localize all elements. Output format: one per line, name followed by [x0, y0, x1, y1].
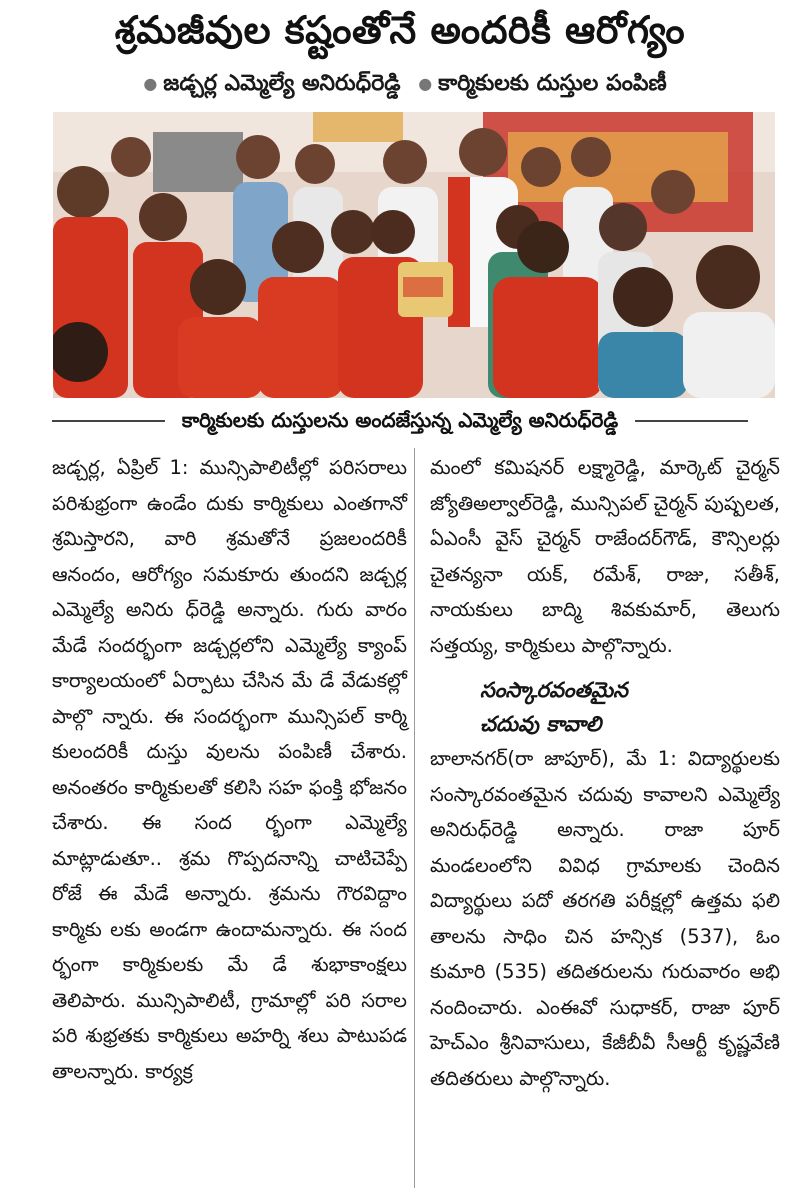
bullet-icon: ●: [143, 74, 158, 93]
subhead-distribution: కార్మికులకు దుస్తుల పంపిణీ: [438, 71, 667, 96]
sub-headline: [480, 673, 780, 741]
subhead-mla: జడ్చర్ల ఎమ్మెల్యే అనిరుధ్‌రెడ్డి: [163, 71, 401, 96]
subheads: [0, 64, 800, 104]
bullet-icon: ●: [418, 74, 433, 93]
column-divider: [414, 448, 415, 1188]
headline: శ్రమజీవుల కష్టంతోనే అందరికీ ఆరోగ్యం: [114, 8, 686, 52]
photo-caption: కార్మికులకు దుస్తులను అందజేస్తున్న ఎమ్మెల్యే అనిరుధ్‌రెడ్డి: [165, 402, 635, 438]
photo-caption-row: [0, 402, 800, 438]
article-column-left: [52, 450, 407, 1089]
article-body-right-2: బాలానగర్(రా జాపూర్), మే 1: విద్యార్థులకు సంస్కారవంతమైన చదువు కావాలని ఎమ్మెల్యే అనిరుధ్‌రెడ్డి అన్నారు. రాజా పూర్ మండలంలోని వివిధ గ్రామాలకు చెందిన విద్యార్థులు పదో తరగతి పరీక్షల్లో ఉత్తమ ఫలి తాలను సాధిం చిన హన్సిక (537), ఓం కుమారి (535) తదితరులను గురువారం అభి నందించారు. ఎంఈవో సుధాకర్, రాజా పూర్ హెచ్ఎం శ్రీనివాసులు, కేజీబీవీ సీఆర్టీ కృష్ణవేణి తదితరులు పాల్గొన్నారు.: [430, 747, 780, 1090]
caption-rule-left: [52, 420, 165, 422]
article-column-right: [430, 450, 780, 1096]
article-body-left: జడ్చర్ల, ఏప్రిల్ 1: మున్సిపాలిటీల్లో పరిసరాలు పరిశుభ్రంగా ఉండేం దుకు కార్మికులు ఎంతగానో శ్రమిస్తారని, వారి శ్రమతోనే ప్రజలందరికీ ఆనందం, ఆరోగ్యం సమకూరు తుందని జడ్చర్ల ఎమ్మెల్యే అనిరు ధ్‌రెడ్డి అన్నారు. గురు వారం మేడే సందర్భంగా జడ్చర్లలోని ఎమ్మెల్యే క్యాంప్ కార్యాలయంలో ఏర్పాటు చేసిన మే డే వేడుకల్లో పాల్గొ న్నారు. ఈ సందర్భంగా మున్సిపల్ కార్మి కులందరికీ దుస్తు వులను పంపిణీ చేశారు. అనంతరం కార్మికులతో కలిసి సహ ఫంక్తి భోజనం చేశారు. ఈ సంద ర్భంగా ఎమ్మెల్యే మాట్లాడుతూ.. శ్రమ గొప్పదనాన్ని చాటిచెప్పే రోజే ఈ మేడే అన్నారు. శ్రమను గౌరవిద్దాం కార్మికు లకు అండగా ఉందామన్నారు. ఈ సంద ర్భంగా కార్మికులకు మే డే శుభాకాంక్షలు తెలిపారు. మున్సిపాలిటీ, గ్రామాల్లో పరి సరాల పరి శుభ్రతకు కార్మికులు అహర్ని శలు పాటుపడ తాలన్నారు. కార్యక్ర: [52, 456, 407, 1083]
article-body-right-1: మంలో కమిషనర్ లక్ష్మారెడ్డి, మార్కెట్ చైర్మన్ జ్యోతిఅల్వాల్‌రెడ్డి, మున్సిపల్ చైర్మన్ పుష్పలత, ఏఎంసీ వైస్ చైర్మన్ రాజేందర్‌గౌడ్, కౌన్సిలర్లు చైతన్యనా యక్, రమేశ్, రాజు, సతీశ్, నాయకులు బాద్మి శివకుమార్, తెలుగు సత్తయ్య, కార్మికులు పాల్గొన్నారు.: [430, 456, 780, 657]
caption-rule-right: [635, 420, 748, 422]
sub-headline-line-1: సంస్కారవంతమైన: [480, 678, 628, 702]
sub-headline-line-2: చదువు కావాలి: [480, 712, 602, 736]
news-photo: [53, 112, 775, 398]
